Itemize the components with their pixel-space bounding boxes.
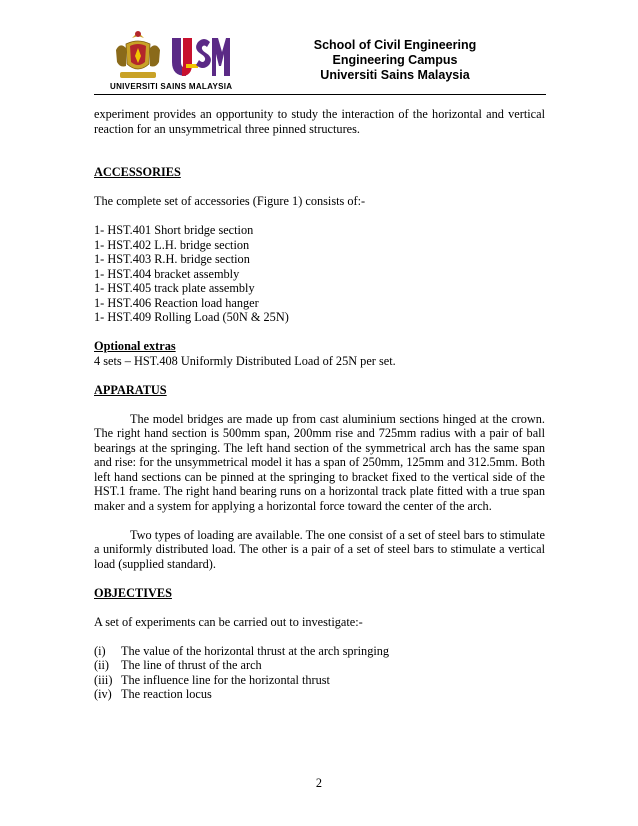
apparatus-paragraph-1: The model bridges are made up from cast aluminium sections hinged at the crown. The right hand section is 500mm span, 200mm rise and 725mm radius with a pair of ball bearings at the springing. The left hand section of the symmetrical arch has the same span and rise: for the unsymmetrical model it has a span of 250mm, 125mm and 312.5mm. Both left hand sections can be pinned at the springing to bracket fixed to the vertical side of the HST.1 frame. The right hand bearing runs on a horizontal track plate fitted with a true span maker and a system for applying a horizontal force toward the center of the arch.: [94, 411, 545, 513]
list-item-text: The value of the horizontal thrust at the arch springing: [121, 643, 390, 658]
optional-extras-item: 4 sets – HST.408 Uniformly Distributed Load of 25N per set.: [94, 353, 396, 368]
apparatus-heading: APPARATUS: [94, 382, 167, 397]
list-item: 1- HST.402 L.H. bridge section: [94, 237, 250, 252]
list-item-number: (ii): [94, 658, 110, 672]
header-divider: [94, 94, 546, 95]
list-item-number: (iv): [94, 687, 112, 701]
school-name: School of Civil Engineering: [313, 38, 477, 52]
list-item-number: (iii): [94, 672, 113, 687]
university-crest-icon: [112, 28, 164, 84]
page-number: 2: [315, 776, 323, 790]
document-body: [94, 107, 545, 702]
list-item: 1- HST.405 track plate assembly: [94, 281, 255, 295]
optional-extras-heading: Optional extras: [94, 339, 176, 353]
list-item: [94, 658, 545, 673]
list-item-text: The line of thrust of the arch: [121, 658, 262, 672]
list-item-text: The influence line for the horizontal thrust: [121, 672, 330, 687]
school-title-block: [290, 38, 500, 83]
accessories-intro: The complete set of accessories (Figure 1) consists of:-: [94, 194, 366, 208]
list-item-number: (i): [94, 643, 106, 658]
objectives-intro: A set of experiments can be carried out to investigate:-: [94, 614, 363, 629]
objectives-heading: OBJECTIVES: [94, 585, 172, 600]
list-item: 1- HST.401 Short bridge section: [94, 223, 254, 237]
list-item-text: The reaction locus: [121, 687, 212, 701]
accessories-list: [94, 223, 545, 325]
list-item: 1- HST.409 Rolling Load (50N & 25N): [94, 310, 289, 324]
accessories-heading: ACCESSORIES: [94, 165, 181, 179]
objectives-list: [94, 644, 545, 702]
list-item: 1- HST.406 Reaction load hanger: [94, 295, 259, 310]
page-header: [94, 24, 546, 94]
intro-paragraph: experiment provides an opportunity to study the interaction of the horizontal and vertical reaction for an unsymmetrical three pinned structures.: [94, 107, 545, 136]
usm-logo-icon: [170, 34, 230, 80]
list-item: [94, 687, 545, 702]
list-item: [94, 673, 545, 688]
university-name-logo: UNIVERSITI SAINS MALAYSIA: [110, 82, 233, 91]
list-item: 1- HST.403 R.H. bridge section: [94, 252, 250, 266]
apparatus-paragraph-2: Two types of loading are available. The one consist of a set of steel bars to stimulate a uniformly distributed load. The other is a pair of a set of steel bars to stimulate a vertical load (supplied standard).: [94, 527, 545, 571]
list-item: 1- HST.404 bracket assembly: [94, 266, 240, 281]
list-item: [94, 644, 545, 659]
university-name: Universiti Sains Malaysia: [320, 68, 470, 82]
campus-name: Engineering Campus: [332, 53, 458, 67]
